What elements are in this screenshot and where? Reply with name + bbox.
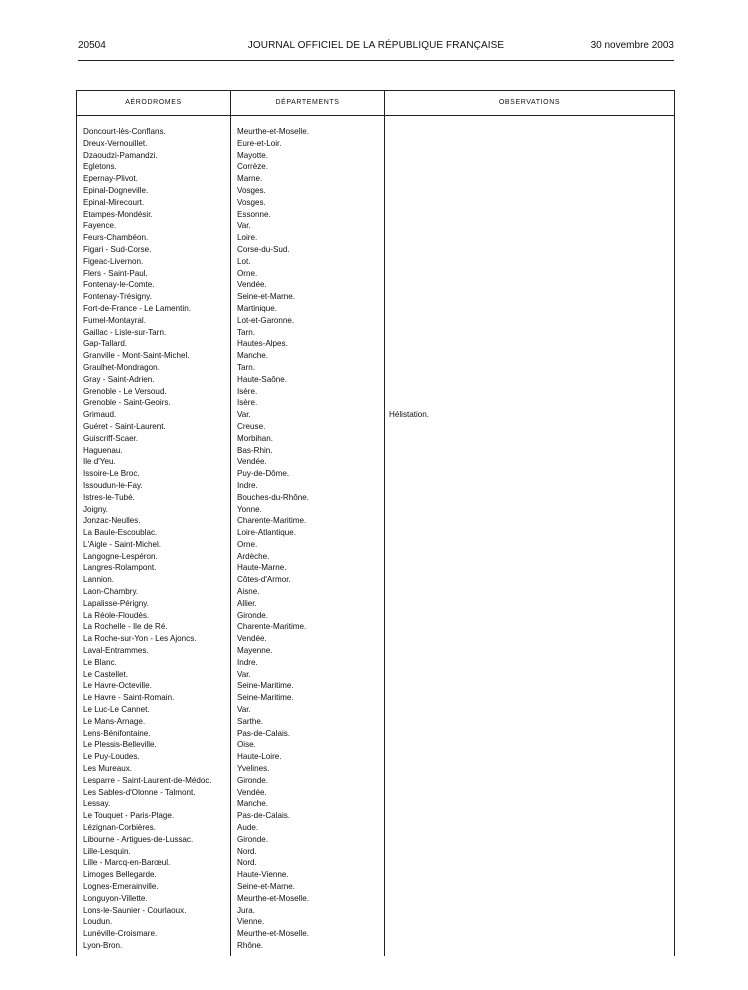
- aerodrome-cell: Le Blanc.: [83, 657, 117, 667]
- aerodrome-cell: Limoges Bellegarde.: [83, 870, 157, 880]
- aerodrome-cell: Le Castellet.: [83, 669, 128, 679]
- aerodrome-cell: Libourne - Artigues-de-Lussac.: [83, 834, 194, 844]
- table-row: [77, 303, 674, 315]
- journal-title: JOURNAL OFFICIEL DE LA RÉPUBLIQUE FRANÇAISE: [247, 40, 505, 51]
- departement-cell: Loire.: [237, 233, 258, 243]
- departement-cell: Manche.: [237, 799, 269, 809]
- table-row: [77, 610, 674, 622]
- aerodrome-cell: Lognes-Emerainville.: [83, 882, 159, 891]
- header-rule: [78, 60, 674, 61]
- aerodrome-cell: Lille - Marcq-en-Barœul.: [83, 858, 171, 868]
- departement-cell: Hautes-Alpes.: [237, 339, 288, 349]
- table-row: [77, 869, 674, 881]
- departement-cell: Seine-Maritime.: [237, 693, 294, 703]
- departement-cell: Var.: [237, 669, 251, 679]
- table-row: [77, 798, 674, 810]
- aerodrome-cell: Egletons.: [83, 162, 117, 172]
- departement-cell: Meurthe-et-Moselle.: [237, 929, 309, 939]
- table-row: [77, 185, 674, 197]
- aerodrome-cell: Doncourt-lès-Conflans.: [83, 127, 166, 136]
- aerodrome-cell: Langogne-Lespéron.: [83, 551, 158, 561]
- aerodrome-cell: La Rochelle - Ile de Ré.: [83, 622, 168, 632]
- departement-cell: Nord.: [237, 846, 257, 856]
- table-row: [77, 350, 674, 362]
- departement-cell: Var.: [237, 410, 251, 420]
- departement-cell: Pas-de-Calais.: [237, 728, 291, 738]
- aerodrome-cell: Lille-Lesquin.: [83, 846, 131, 856]
- aerodrome-cell: Etampes-Mondésir.: [83, 209, 153, 219]
- aerodrome-cell: Longuyon-Villette.: [83, 893, 148, 903]
- departement-cell: Haute-Saône.: [237, 374, 287, 384]
- table-row: [77, 244, 674, 256]
- aerodrome-cell: Gray - Saint-Adrien.: [83, 374, 155, 384]
- departement-cell: Vendée.: [237, 787, 267, 797]
- table-body: [77, 126, 674, 952]
- departement-cell: Mayenne.: [237, 646, 273, 656]
- departement-cell: Orne.: [237, 539, 258, 549]
- table-row: [77, 232, 674, 244]
- departement-cell: Indre.: [237, 480, 258, 490]
- table-row: [77, 161, 674, 173]
- departement-cell: Morbihan.: [237, 433, 273, 443]
- table-row: [77, 834, 674, 846]
- aerodrome-cell: Lapalisse-Périgny.: [83, 598, 149, 608]
- departement-cell: Vosges.: [237, 185, 266, 195]
- aerodrome-cell: Lyon-Bron.: [83, 940, 123, 950]
- aerodrome-cell: La Baule-Escoublac.: [83, 528, 158, 538]
- departement-cell: Gironde.: [237, 834, 269, 844]
- aerodrome-cell: Lunéville-Croismare.: [83, 929, 158, 939]
- table-row: [77, 504, 674, 516]
- table-row: [77, 327, 674, 339]
- departement-cell: Charente-Maritime.: [237, 622, 307, 632]
- departement-cell: Gironde.: [237, 775, 269, 785]
- aerodrome-cell: Flers - Saint-Paul.: [83, 268, 148, 278]
- table-row: [77, 574, 674, 586]
- departement-cell: Bouches-du-Rhône.: [237, 492, 309, 502]
- aerodrome-cell: La Roche-sur-Yon - Les Ajoncs.: [83, 634, 197, 644]
- aerodrome-cell: Epinal-Mirecourt.: [83, 197, 145, 207]
- aerodrome-cell: Laon-Chambry.: [83, 587, 139, 597]
- departement-cell: Var.: [237, 221, 251, 231]
- table-row: [77, 197, 674, 209]
- departement-cell: Meurthe-et-Moselle.: [237, 893, 309, 903]
- table-row: [77, 374, 674, 386]
- departement-cell: Essonne.: [237, 209, 271, 219]
- aerodrome-cell: Fumel-Montayral.: [83, 315, 146, 325]
- aerodrome-cell: Lons-le-Saunier - Courlaoux.: [83, 905, 187, 915]
- departement-cell: Haute-Marne.: [237, 563, 287, 573]
- aerodrome-cell: Issoudun-le-Fay.: [83, 480, 143, 490]
- table-row: [77, 268, 674, 280]
- departement-cell: Gironde.: [237, 610, 269, 620]
- departement-cell: Yvelines.: [237, 764, 270, 774]
- aerodrome-cell: Istres-le-Tubé.: [83, 492, 135, 502]
- departement-cell: Aude.: [237, 823, 259, 833]
- aerodrome-cell: Guéret - Saint-Laurent.: [83, 421, 166, 431]
- table-row: [77, 220, 674, 232]
- aerodrome-cell: Figari - Sud-Corse.: [83, 244, 152, 254]
- aerodrome-cell: Lens-Bénifontaine.: [83, 728, 151, 738]
- departement-cell: Manche.: [237, 351, 269, 361]
- aerodrome-cell: Epinal-Dogneville.: [83, 185, 149, 195]
- aerodrome-cell: Haguenau.: [83, 445, 123, 455]
- departement-cell: Seine-Maritime.: [237, 681, 294, 691]
- table-row: [77, 445, 674, 457]
- table-row: [77, 857, 674, 869]
- table-row: [77, 138, 674, 150]
- table-row: [77, 598, 674, 610]
- departement-cell: Vendée.: [237, 457, 267, 467]
- aerodrome-cell: Loudun.: [83, 917, 113, 927]
- departement-cell: Allier.: [237, 598, 257, 608]
- departement-cell: Creuse.: [237, 421, 266, 431]
- departement-cell: Vendée.: [237, 634, 267, 644]
- aerodrome-cell: Les Mureaux.: [83, 764, 133, 774]
- aerodrome-cell: Lannion.: [83, 575, 115, 585]
- table-row: [77, 362, 674, 374]
- departement-cell: Isère.: [237, 386, 258, 396]
- table-row: [77, 279, 674, 291]
- table-row: [77, 421, 674, 433]
- aerodrome-cell: Grenoble - Saint-Geoirs.: [83, 398, 171, 408]
- aerodrome-cell: Granville - Mont-Saint-Michel.: [83, 351, 190, 361]
- departement-cell: Vendée.: [237, 280, 267, 290]
- departement-cell: Oise.: [237, 740, 256, 750]
- aerodrome-cell: Laval-Entrammes.: [83, 646, 149, 656]
- aerodrome-cell: Issoire-Le Broc.: [83, 469, 140, 479]
- departement-cell: Var.: [237, 705, 251, 715]
- departement-cell: Seine-et-Marne.: [237, 292, 296, 302]
- table-row: [77, 728, 674, 740]
- running-header: [78, 40, 674, 56]
- table-row: [77, 739, 674, 751]
- table-row: [77, 539, 674, 551]
- table-row: [77, 256, 674, 268]
- table-row: [77, 645, 674, 657]
- aerodrome-cell: Les Sables-d'Olonne - Talmont.: [83, 787, 196, 797]
- aerodrome-cell: Langres-Rolampont.: [83, 563, 157, 573]
- aerodromes-table: [76, 90, 675, 956]
- departement-cell: Meurthe-et-Moselle.: [237, 127, 309, 136]
- table-row: [77, 775, 674, 787]
- table-row: [77, 916, 674, 928]
- aerodrome-cell: Le Luc-Le Cannet.: [83, 705, 150, 715]
- table-row: [77, 586, 674, 598]
- table-row: [77, 787, 674, 799]
- aerodrome-cell: Jonzac-Neulles.: [83, 516, 141, 526]
- table-row: [77, 893, 674, 905]
- departement-cell: Eure-et-Loir.: [237, 138, 282, 148]
- table-row: [77, 315, 674, 327]
- departement-cell: Martinique.: [237, 303, 278, 313]
- table-row: [77, 433, 674, 445]
- table-row: [77, 515, 674, 527]
- table-row: [77, 704, 674, 716]
- column-header-observations: OBSERVATIONS: [385, 91, 674, 116]
- aerodrome-cell: Lessay.: [83, 799, 111, 809]
- departement-cell: Pas-de-Calais.: [237, 811, 291, 821]
- aerodrome-cell: Grenoble - Le Versoud.: [83, 386, 167, 396]
- aerodrome-cell: La Réole-Floudès.: [83, 610, 150, 620]
- aerodrome-cell: Dzaoudzi-Pamandzi.: [83, 150, 158, 160]
- aerodrome-cell: Lézignan-Corbières.: [83, 823, 156, 833]
- departement-cell: Aisne.: [237, 587, 260, 597]
- departement-cell: Sarthe.: [237, 716, 264, 726]
- departement-cell: Bas-Rhin.: [237, 445, 273, 455]
- aerodrome-cell: Le Touquet - Paris-Plage.: [83, 811, 175, 821]
- table-row: [77, 480, 674, 492]
- departement-cell: Orne.: [237, 268, 258, 278]
- table-row: [77, 928, 674, 940]
- aerodrome-cell: Epernay-Plivot.: [83, 174, 138, 184]
- table-row: [77, 551, 674, 563]
- table-row: [77, 338, 674, 350]
- departement-cell: Corse-du-Sud.: [237, 244, 290, 254]
- table-row: [77, 810, 674, 822]
- table-row: [77, 409, 674, 421]
- aerodrome-cell: Gap-Tallard.: [83, 339, 128, 349]
- table-row: [77, 881, 674, 893]
- aerodrome-cell: Le Plessis-Belleville.: [83, 740, 157, 750]
- column-header-aerodromes: AÉRODROMES: [77, 91, 230, 116]
- departement-cell: Charente-Maritime.: [237, 516, 307, 526]
- observation-cell: Hélistation.: [389, 410, 430, 420]
- departement-cell: Corrèze.: [237, 162, 269, 172]
- departement-cell: Vienne.: [237, 917, 265, 927]
- table-row: [77, 150, 674, 162]
- departement-cell: Seine-et-Marne.: [237, 882, 296, 891]
- table-row: [77, 456, 674, 468]
- aerodrome-cell: Le Havre - Saint-Romain.: [83, 693, 175, 703]
- departement-cell: Yonne.: [237, 504, 262, 514]
- table-row: [77, 940, 674, 952]
- table-row: [77, 126, 674, 138]
- table-row: [77, 291, 674, 303]
- aerodrome-cell: Le Mans-Arnage.: [83, 716, 146, 726]
- table-row: [77, 657, 674, 669]
- aerodrome-cell: Le Puy-Loudes.: [83, 752, 140, 762]
- table-row: [77, 621, 674, 633]
- column-header-departements: DÉPARTEMENTS: [231, 91, 384, 116]
- departement-cell: Haute-Vienne.: [237, 870, 289, 880]
- table-row: [77, 633, 674, 645]
- table-row: [77, 692, 674, 704]
- table-row: [77, 751, 674, 763]
- table-row: [77, 527, 674, 539]
- table-row: [77, 763, 674, 775]
- departement-cell: Haute-Loire.: [237, 752, 282, 762]
- aerodrome-cell: Feurs-Chambéon.: [83, 233, 149, 243]
- aerodrome-cell: Gaillac - Lisle-sur-Tarn.: [83, 327, 167, 337]
- table-row: [77, 846, 674, 858]
- table-row: [77, 905, 674, 917]
- table-row: [77, 397, 674, 409]
- aerodrome-cell: Figeac-Livernon.: [83, 256, 144, 266]
- departement-cell: Mayotte.: [237, 150, 269, 160]
- aerodrome-cell: Graulhet-Mondragon.: [83, 362, 160, 372]
- aerodrome-cell: Grimaud.: [83, 410, 117, 420]
- departement-cell: Tarn.: [237, 327, 255, 337]
- departement-cell: Lot.: [237, 256, 251, 266]
- table-row: [77, 468, 674, 480]
- aerodrome-cell: Lesparre - Saint-Laurent-de-Médoc.: [83, 775, 212, 785]
- aerodrome-cell: Ile d'Yeu.: [83, 457, 116, 467]
- aerodrome-cell: Joigny.: [83, 504, 109, 514]
- departement-cell: Rhône.: [237, 940, 264, 950]
- table-row: [77, 386, 674, 398]
- aerodrome-cell: Dreux-Vernouillet.: [83, 138, 148, 148]
- departement-cell: Puy-de-Dôme.: [237, 469, 290, 479]
- departement-cell: Jura.: [237, 905, 255, 915]
- departement-cell: Vosges.: [237, 197, 266, 207]
- table-row: [77, 716, 674, 728]
- aerodrome-cell: Fort-de-France - Le Lamentin.: [83, 303, 191, 313]
- table-row: [77, 680, 674, 692]
- aerodrome-cell: L'Aigle - Saint-Michel.: [83, 539, 162, 549]
- aerodrome-cell: Fayence.: [83, 221, 117, 231]
- departement-cell: Côtes-d'Armor.: [237, 575, 291, 585]
- table-row: [77, 562, 674, 574]
- departement-cell: Tarn.: [237, 362, 255, 372]
- table-row: [77, 669, 674, 681]
- departement-cell: Marne.: [237, 174, 263, 184]
- table-row: [77, 173, 674, 185]
- departement-cell: Indre.: [237, 657, 258, 667]
- aerodrome-cell: Guiscriff-Scaer.: [83, 433, 139, 443]
- aerodrome-cell: Fontenay-Trésigny.: [83, 292, 152, 302]
- aerodrome-cell: Fontenay-le-Comte.: [83, 280, 155, 290]
- departement-cell: Ardèche.: [237, 551, 270, 561]
- departement-cell: Isère.: [237, 398, 258, 408]
- departement-cell: Nord.: [237, 858, 257, 868]
- page-number: 20504: [78, 40, 106, 51]
- publication-date: 30 novembre 2003: [590, 40, 674, 51]
- table-row: [77, 492, 674, 504]
- departement-cell: Lot-et-Garonne.: [237, 315, 295, 325]
- aerodrome-cell: Le Havre-Octeville.: [83, 681, 152, 691]
- table-row: [77, 209, 674, 221]
- table-row: [77, 822, 674, 834]
- departement-cell: Loire-Atlantique.: [237, 528, 296, 538]
